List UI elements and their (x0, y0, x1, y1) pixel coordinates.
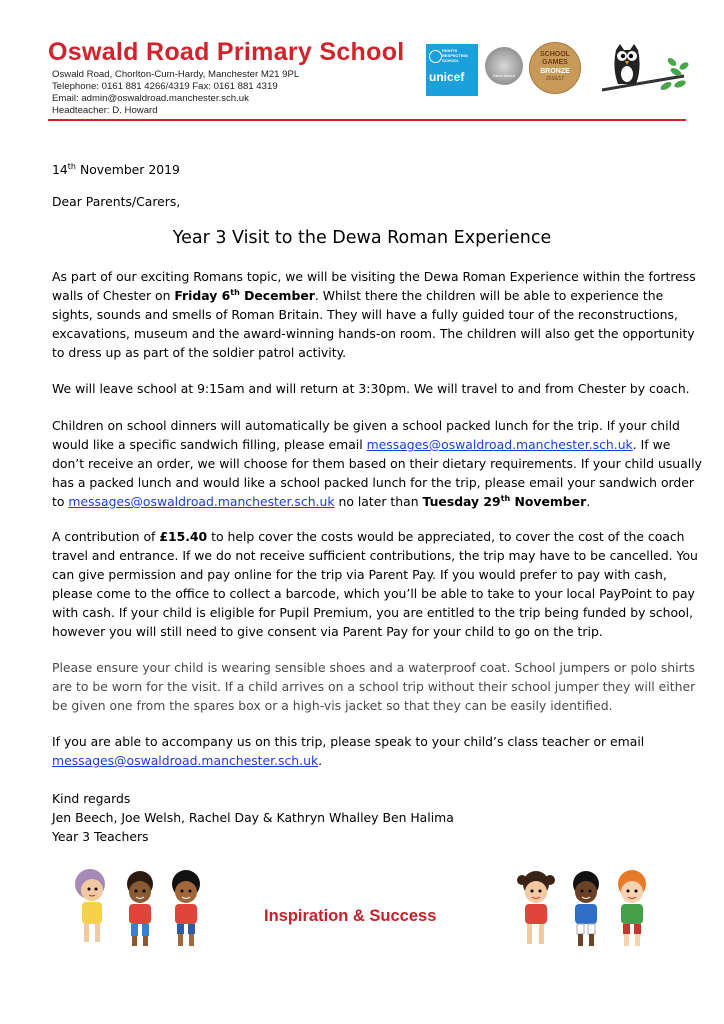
date-suffix: th (67, 161, 76, 171)
text-run: to help cover the costs would be appreciated, to cover the cost of the coach (207, 529, 685, 544)
sign-off-text: Kind regards (52, 791, 131, 806)
games-label-school: SCHOOL (540, 51, 570, 58)
text-run: . (586, 494, 591, 509)
trip-date-bold: Friday 6 (174, 288, 231, 303)
school-telephone: Telephone: 0161 881 4266/4319 Fax: 0161 881 4319 (52, 81, 278, 92)
text-line: As part of our exciting Romans topic, we will be visiting the Dewa Roman Experience within the fortress (52, 269, 696, 284)
trip-month-bold: December (239, 288, 315, 303)
text-line: don’t receive an order, we will choose for them based on their dietary requirements. If your child usually (52, 456, 702, 471)
paragraph-volunteers (52, 732, 682, 770)
signatory-role: Year 3 Teachers (52, 829, 149, 844)
games-label-year: 2016/17 (545, 76, 565, 82)
text-line: are to be worn for the visit. If a child arrives on a school trip without their school jumper they will either (52, 679, 696, 694)
text-line: with cash. If your child is eligible for Pupil Premium, you are entitled to the trip being funded by school, (52, 605, 694, 620)
rights-respecting-label: RIGHTS RESPECTING SCHOOL (442, 48, 469, 63)
text-line: excavations, museum and the award-winning hands-on room. The children will also get the opportunity (52, 326, 695, 341)
deadline-suffix: th (500, 493, 511, 503)
text-line: however you will still need to give consent via Parent Pay for your child to go on the trip. (52, 624, 603, 639)
text-line (52, 286, 682, 305)
text-line (52, 527, 685, 546)
school-name: Oswald Road Primary School (48, 38, 405, 66)
contribution-amount: £15.40 (159, 529, 208, 544)
text-run: walls of Chester on (52, 288, 175, 303)
text-run: A contribution of (52, 529, 160, 544)
text-run: would like a specific sandwich filling, please email (52, 437, 367, 452)
text-line: travel and entrance. If we do not receive sufficient contributions, the trip may have to be cancelled. You (52, 548, 698, 563)
text-line: has a packed lunch and would like a school packed lunch for the trip, please email your sandwich order (52, 475, 695, 490)
date-month-year: November 2019 (76, 162, 180, 177)
messages-email-link[interactable]: messages@oswaldroad.manchester.sch.uk (68, 494, 335, 509)
text-run: no later than (334, 494, 423, 509)
sign-off (52, 789, 682, 846)
text-line: be given one from the spares box or a high-vis jacket so that they can be easily identified. (52, 698, 613, 713)
text-line: to dress up as part of the soldier patrol activity. (52, 345, 347, 360)
school-address: Oswald Road, Chorlton-Cum-Hardy, Manchester M21 9PL (52, 69, 300, 80)
globe-icon (429, 50, 442, 63)
paragraph-trip-intro (52, 267, 696, 362)
headteacher: Headteacher: D. Howard (52, 105, 158, 116)
messages-email-link[interactable]: messages@oswaldroad.manchester.sch.uk (366, 437, 633, 452)
text-line: sights, sounds and smells of Roman Britain. They will have a fully guided tour of the reconstructions, (52, 307, 678, 322)
games-label-games: GAMES (542, 59, 568, 66)
messages-email-link[interactable]: messages@oswaldroad.manchester.sch.uk (52, 753, 319, 768)
children-illustration-right (508, 862, 664, 952)
text-line: Children on school dinners will automatically be given a school packed lunch for the trip. If your child (52, 418, 680, 433)
text-line: Please ensure your child is wearing sensible shoes and a waterproof coat. School jumpers or polo shirts (52, 660, 696, 675)
paragraph-packed-lunch (52, 416, 702, 511)
owl-logo (596, 40, 690, 106)
text-line: please come to the office to collect a barcode, which you’ll be able to take to your local PayPoint to pay (52, 586, 695, 601)
deadline-bold: Tuesday 29 (422, 494, 501, 509)
text-run: . If we (632, 437, 671, 452)
greeting: Dear Parents/Carers, (52, 194, 181, 209)
text-run: . (318, 753, 323, 768)
silver-award-label: Silver Award (492, 73, 516, 78)
silver-award-badge (485, 47, 523, 85)
header-divider (48, 119, 686, 121)
text-line (52, 435, 682, 454)
footer-motto: Inspiration & Success (264, 907, 437, 925)
games-label-bronze: BRONZE (540, 68, 570, 75)
school-email: Email: admin@oswaldroad.manchester.sch.uk (52, 93, 249, 104)
text-line: If you are able to accompany us on this trip, please speak to your child’s class teacher or email (52, 734, 645, 749)
text-line (52, 492, 682, 511)
signatories: Jen Beech, Joe Welsh, Rachel Day & Kathryn Whalley Ben Halima (52, 810, 454, 825)
deadline-month-bold: November (510, 494, 587, 509)
letter-title: Year 3 Visit to the Dewa Roman Experience (172, 228, 552, 248)
school-games-bronze-badge (529, 42, 581, 94)
paragraph-times: We will leave school at 9:15am and will return at 3:30pm. We will travel to and from Chester by coach. (52, 381, 690, 396)
text-run: . Whilst there the children will be able to experience the (314, 288, 664, 303)
unicef-rights-respecting-badge (426, 44, 478, 96)
text-run: to (52, 494, 69, 509)
children-illustration-left (62, 862, 218, 952)
text-line (52, 751, 682, 770)
unicef-label: unicef (429, 70, 465, 84)
paragraph-contribution (52, 527, 698, 641)
letter-date (52, 160, 682, 179)
trip-date-suffix: th (230, 287, 240, 297)
paragraph-clothing (52, 658, 696, 715)
text-line: can give permission and pay online for the trip via Parent Pay. If you would prefer to pay with cash, (52, 567, 667, 582)
date-day: 14 (52, 162, 68, 177)
